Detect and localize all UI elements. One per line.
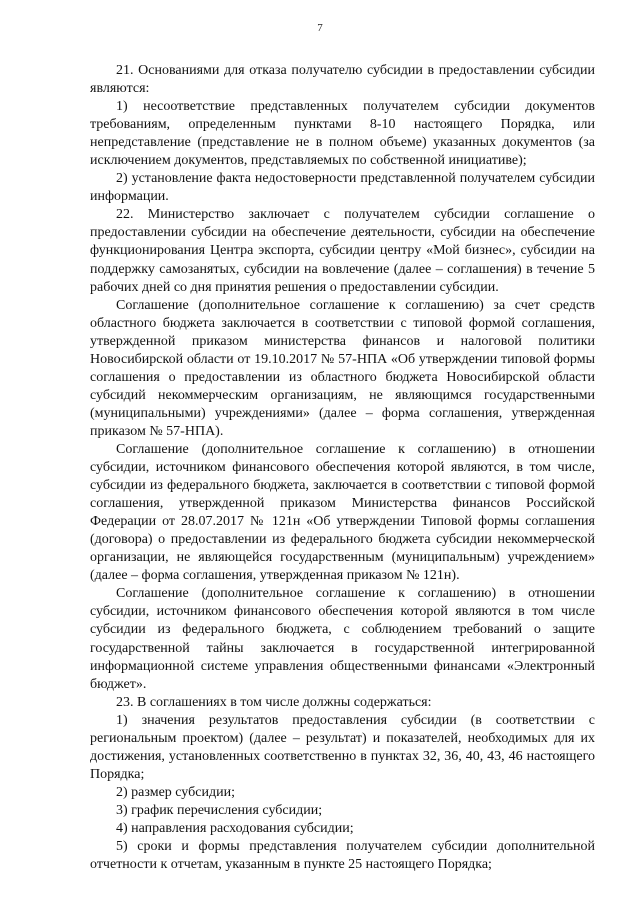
paragraph-21-item-2: 2) установление факта недостоверности представленной получателем субсидии информации.	[90, 171, 595, 205]
paragraph-23-item-5: 5) сроки и формы представления получателем субсидии дополнительной отчетности к отчетам, указанным в пункте 25 настоящего Порядка;	[90, 839, 595, 873]
paragraph-23-item-3: 3) график перечисления субсидии;	[116, 802, 323, 818]
paragraph-agreement-federal: Соглашение (дополнительное соглашение к соглашению) в отношении субсидии, источником финансового обеспечения которой являются, в том числе, субсидии из федерального бюджета, заключается в соответствии с типовой формой соглашения, утвержденной приказом Министерства финансов Российской Федерации от 28.07.2017 № 121н «Об утверждении Типовой формы соглашения (договора) о предоставлении из федерального бюджета субсидии некоммерческой организации, не являющейся государственным (муниципальным) учреждением» (далее – форма соглашения, утвержденная приказом № 121н).	[90, 441, 595, 584]
paragraph-23-item-4: 4) направления расходования субсидии;	[116, 820, 354, 836]
paragraph-23-item-1: 1) значения результатов предоставления субсидии (в соответствии с региональным проектом) (далее – результат) и показателей, необходимых для их достижения, установленных соответственно в пунктах 32, 36, 40, 43, 46 настоящего Порядка;	[90, 712, 595, 782]
paragraph-23-item-2: 2) размер субсидии;	[116, 784, 235, 800]
paragraph-22: 22. Министерство заключает с получателем субсидии соглашение о предоставлении субсидии на обеспечение деятельности, субсидии на обеспечение функционирования Центра экспорта, субсидии центру «Мой бизнес», субсидии на поддержку самозанятых, субсидии на вовлечение (далее – соглашения) в течение 5 рабочих дней со дня принятия решения о предоставлении субсидии.	[90, 207, 595, 295]
paragraph-agreement-regional: Соглашение (дополнительное соглашение к соглашению) за счет средств областного бюджета заключается в соответствии с типовой формой соглашения, утвержденной приказом министерства финансов и налоговой политики Новосибирской области от 19.10.2017 № 57-НПА «Об утверждении типовой формы соглашения о предоставлении из областного бюджета Новосибирской области субсидий некоммерческим организациям, не являющимся государственными (муниципальными) учреждениями» (далее – форма соглашения, утвержденная приказом № 57-НПА).	[90, 297, 595, 439]
paragraph-23: 23. В соглашениях в том числе должны содержаться:	[116, 694, 432, 710]
paragraph-21: 21. Основаниями для отказа получателю субсидии в предоставлении субсидии являются:	[90, 63, 595, 97]
page-number: 7	[317, 22, 323, 34]
paragraph-agreement-electronic-budget: Соглашение (дополнительное соглашение к соглашению) в отношении субсидии, источником финансового обеспечения которой являются в том числе субсидии из федерального бюджета, с соблюдением требований о защите государственной тайны заключается в государственной интегрированной информационной системе управления общественными финансами «Электронный бюджет».	[90, 586, 595, 692]
document-body	[90, 62, 595, 874]
paragraph-21-item-1: 1) несоответствие представленных получателем субсидии документов требованиям, определенным пунктами 8-10 настоящего Порядка, или непредставление (представление не в полном объеме) указанных документов (за исключением документов, представляемых по собственной инициативе);	[90, 99, 595, 169]
